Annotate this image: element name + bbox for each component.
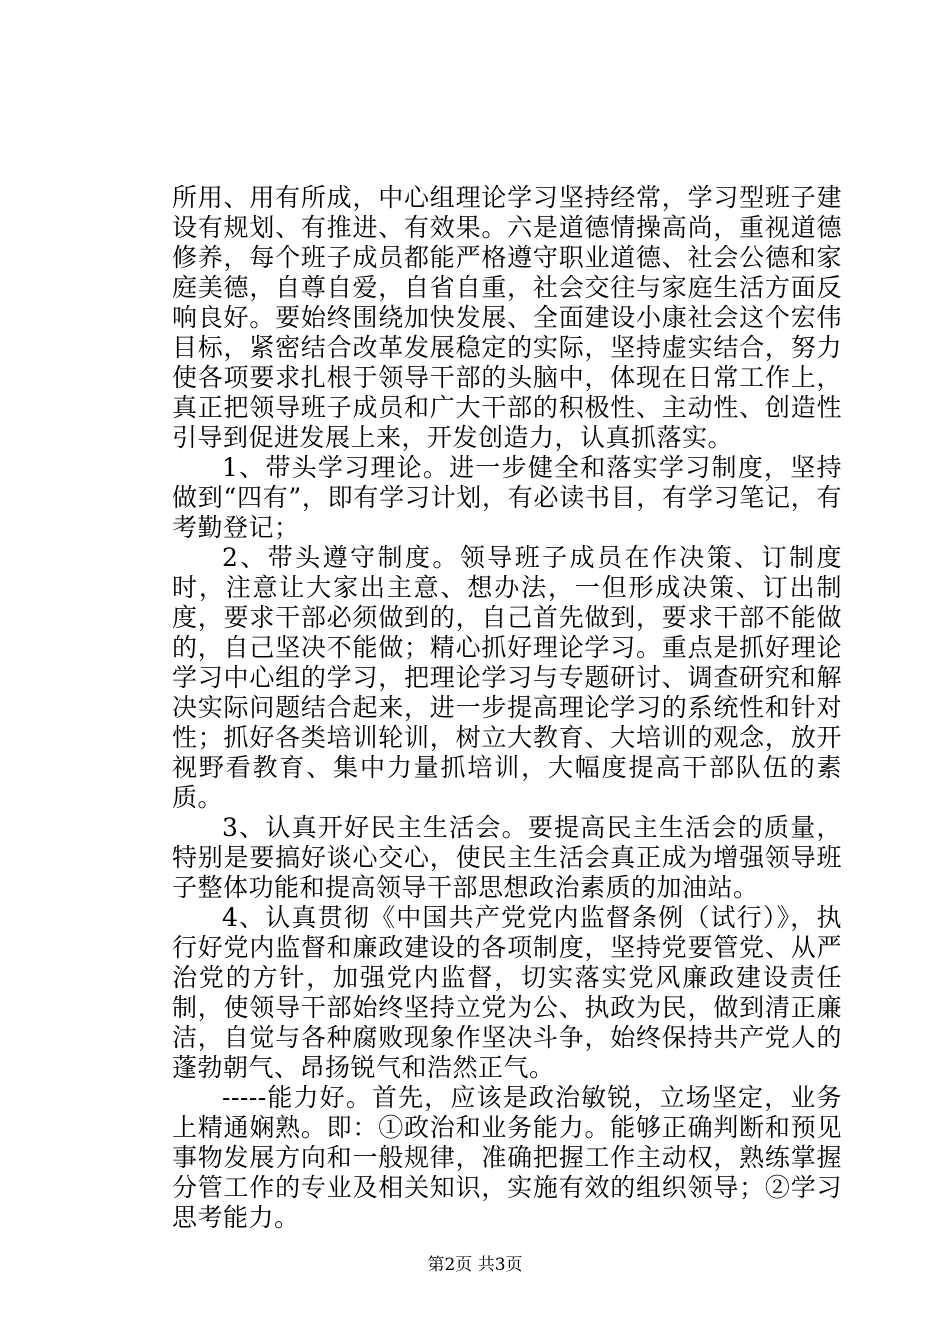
paragraph-item-3-democratic-meeting: 3、认真开好民主生活会。要提高民主生活会的质量，特别是要搞好谈心交心，使民主生活会真正成为增强领导班子整体功能和提高领导干部思想政治素质的加油站。 xyxy=(172,813,842,902)
paragraph-continuation: 所用、用有所成，中心组理论学习坚持经常，学习型班子建设有规划、有推进、有效果。六是道德情操高尚，重视道德修养，每个班子成员都能严格遵守职业道德、社会公德和家庭美德，自尊自爱，自省自重，社会交往与家庭生活方面反响良好。要始终围绕加快发展、全面建设小康社会这个宏伟目标，紧密结合改革发展稳定的实际，坚持虚实结合，努力使各项要求扎根于领导干部的头脑中，体现在日常工作上，真正把领导班子成员和广大干部的积极性、主动性、创造性引导到促进发展上来，开发创造力，认真抓落实。 xyxy=(172,183,842,452)
paragraph-ability: -----能力好。首先，应该是政治敏锐，立场坚定，业务上精通娴熟。即：①政治和业务能力。能够正确判断和预见事物发展方向和一般规律，准确把握工作主动权，熟练掌握分管工作的专业及相关知识，实施有效的组织领导；②学习思考能力。 xyxy=(172,1083,842,1232)
paragraph-item-4-party-supervision: 4、认真贯彻《中国共产党党内监督条例（试行）》，执行好党内监督和廉政建设的各项制度，坚持党要管党、从严治党的方针，加强党内监督，切实落实党风廉政建设责任制，使领导干部始终坚持立党为公、执政为民，做到清正廉洁，自觉与各种腐败现象作坚决斗争，始终保持共产党人的蓬勃朝气、昂扬锐气和浩然正气。 xyxy=(172,903,842,1082)
paragraph-item-1-study-theory: 1、带头学习理论。进一步健全和落实学习制度，坚持做到“四有”，即有学习计划，有必读书目，有学习笔记，有考勤登记； xyxy=(172,453,842,542)
page-number-footer: 第2页 共3页 xyxy=(427,1255,523,1275)
document-body xyxy=(172,183,842,1233)
paragraph-item-2-observe-rules: 2、带头遵守制度。领导班子成员在作决策、订制度时，注意让大家出主意、想办法，一但形成决策、订出制度，要求干部必须做到的，自己首先做到，要求干部不能做的，自己坚决不能做；精心抓好理论学习。重点是抓好理论学习中心组的学习，把理论学习与专题研讨、调查研究和解决实际问题结合起来，进一步提高理论学习的系统性和针对性；抓好各类培训轮训，树立大教育、大培训的观念，放开视野看教育、集中力量抓培训，大幅度提高干部队伍的素质。 xyxy=(172,543,842,812)
